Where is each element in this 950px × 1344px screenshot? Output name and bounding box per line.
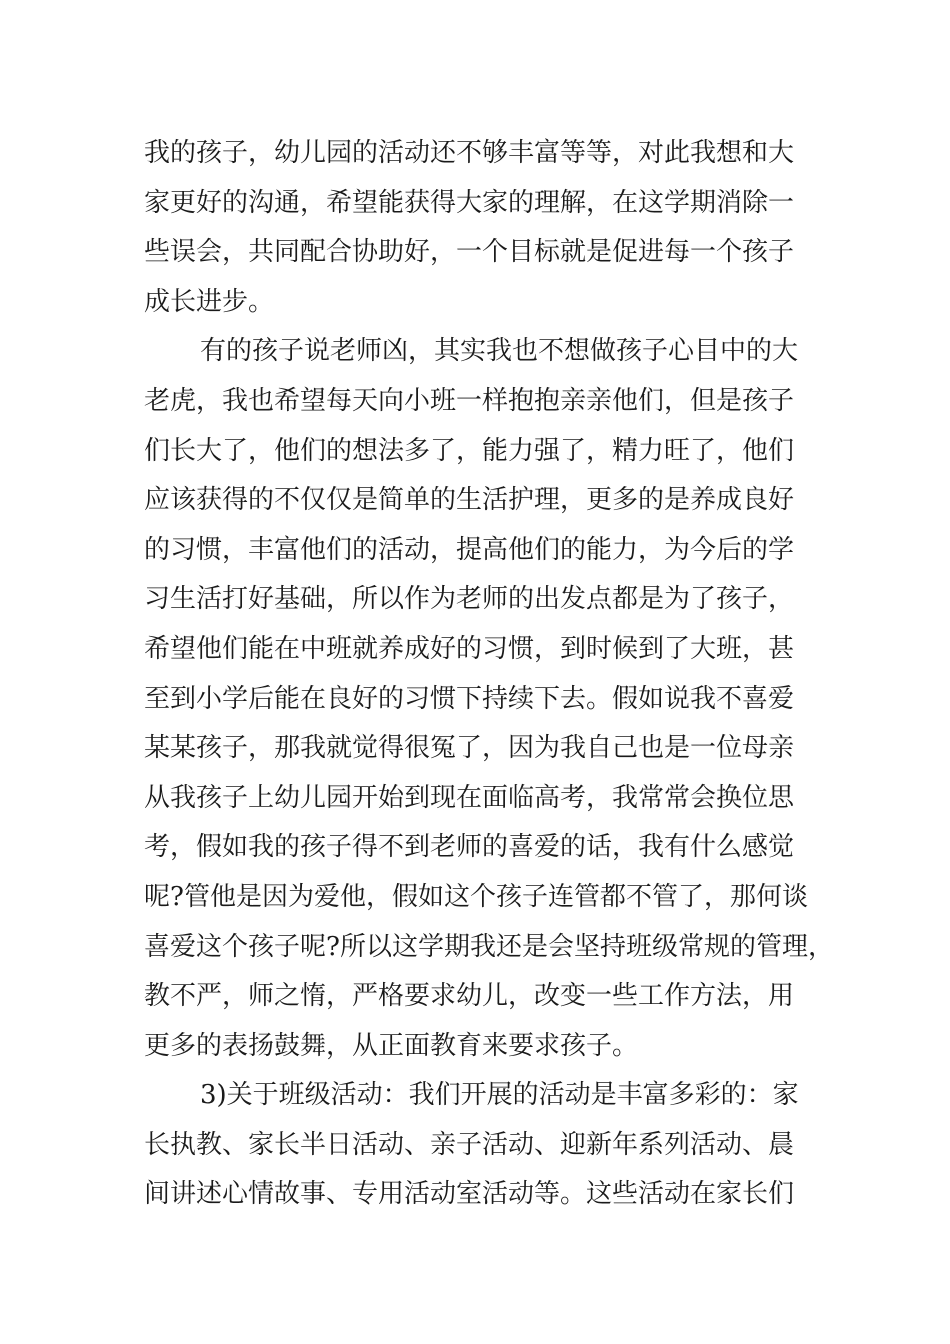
text-line: 们长大了，他们的想法多了，能力强了，精力旺了，他们	[144, 435, 795, 466]
paragraph	[144, 129, 824, 327]
text-line: 的习惯，丰富他们的活动，提高他们的能力，为今后的学	[144, 534, 795, 565]
text-line: 长执教、家长半日活动、亲子活动、迎新年系列活动、晨	[144, 1129, 795, 1160]
paragraph	[144, 1071, 824, 1220]
text-line: 更多的表扬鼓舞，从正面教育来要求孩子。	[144, 1030, 639, 1061]
document-body	[144, 129, 834, 1220]
text-line: 习生活打好基础，所以作为老师的出发点都是为了孩子，	[144, 584, 795, 615]
text-line: 从我孩子上幼儿园开始到现在面临高考，我常常会换位思	[144, 782, 795, 813]
paragraph	[144, 327, 834, 1071]
text-line: 成长进步。	[144, 286, 275, 317]
text-line: 应该获得的不仅仅是简单的生活护理，更多的是养成良好	[144, 485, 795, 516]
text-line: 喜爱这个孩子呢?所以这学期我还是会坚持班级常规的管理，	[144, 931, 834, 962]
text-line: 某某孩子，那我就觉得很冤了，因为我自己也是一位母亲	[144, 733, 795, 764]
text-line: 家更好的沟通，希望能获得大家的理解，在这学期消除一	[144, 187, 795, 218]
text-line: 有的孩子说老师凶，其实我也不想做孩子心目中的大	[200, 336, 799, 367]
text-line: 老虎，我也希望每天向小班一样抱抱亲亲他们，但是孩子	[144, 385, 795, 416]
text-line: 呢?管他是因为爱他，假如这个孩子连管都不管了，那何谈	[144, 881, 808, 912]
text-line: 我的孩子，幼儿园的活动还不够丰富等等，对此我想和大	[144, 138, 795, 168]
text-line: 希望他们能在中班就养成好的习惯，到时候到了大班，甚	[144, 633, 795, 664]
text-line: 3)关于班级活动：我们开展的活动是丰富多彩的：家	[200, 1080, 799, 1111]
text-line: 至到小学后能在良好的习惯下持续下去。假如说我不喜爱	[144, 683, 795, 714]
text-line: 间讲述心情故事、专用活动室活动等。这些活动在家长们	[144, 1179, 795, 1210]
text-line: 些误会，共同配合协助好，一个目标就是促进每一个孩子	[144, 237, 795, 268]
text-line: 考，假如我的孩子得不到老师的喜爱的话，我有什么感觉	[144, 832, 795, 863]
text-line: 教不严，师之惰，严格要求幼儿，改变一些工作方法，用	[144, 981, 795, 1012]
